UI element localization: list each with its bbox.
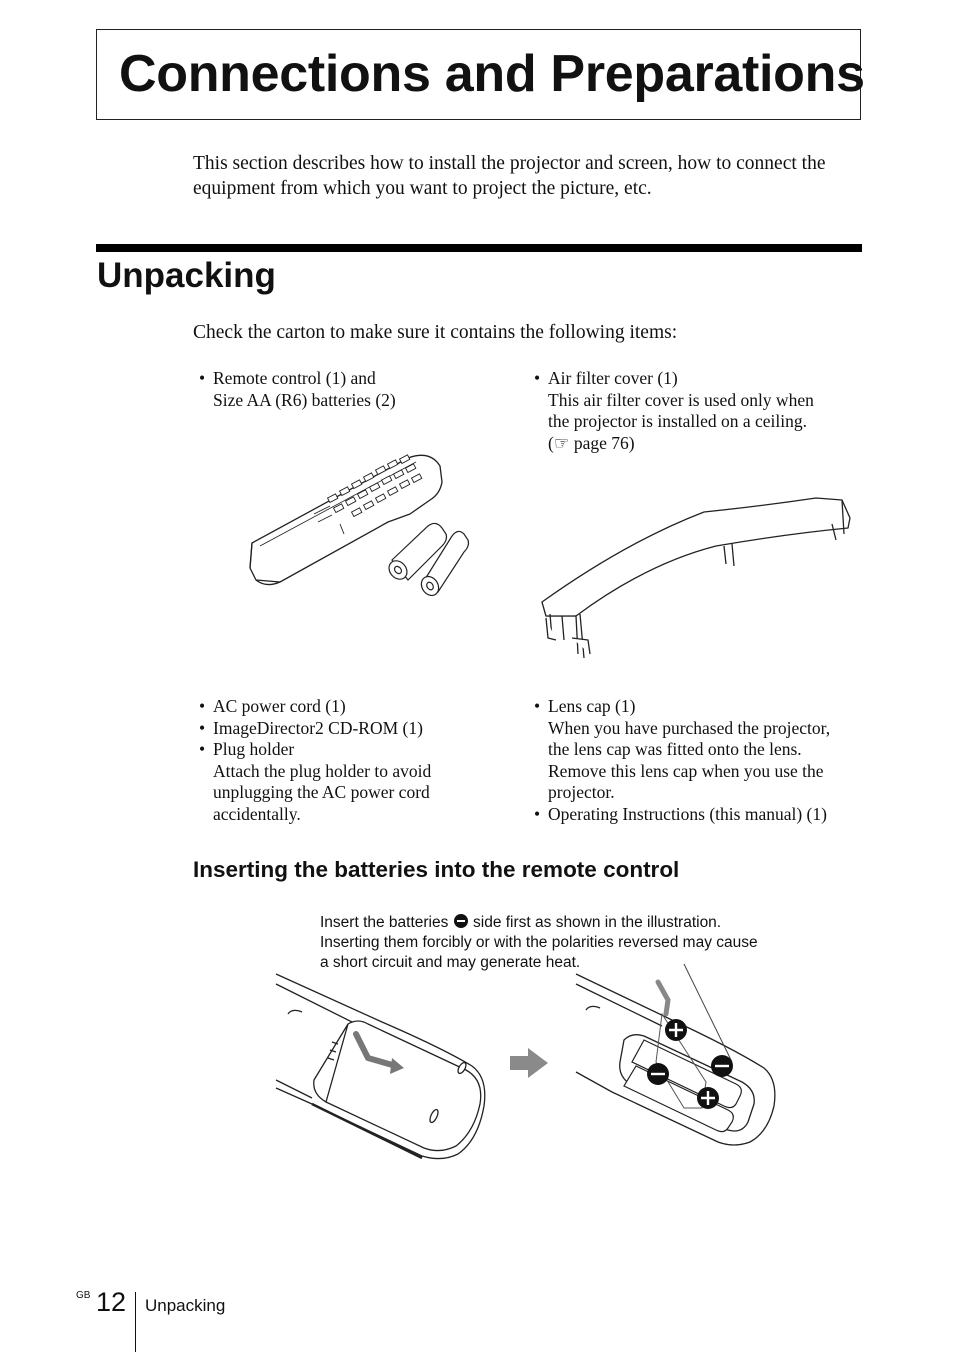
chapter-title-box xyxy=(96,29,865,120)
item-plug-holder-line3: unplugging the AC power cord xyxy=(213,782,430,803)
air-filter-cover-illustration xyxy=(536,494,854,670)
batteries-subheading: Inserting the batteries into the remote control xyxy=(193,857,680,882)
chapter-title: Connections and Preparations xyxy=(119,45,865,103)
section-title: Unpacking xyxy=(97,256,276,295)
footer-section-label: Unpacking xyxy=(145,1296,226,1315)
bullet: • xyxy=(199,368,206,388)
item-plug-holder-line1: Plug holder xyxy=(213,739,295,760)
intro-paragraph: This section describes how to install the projector and screen, how to connect the equipment from which you want to project the picture, etc. xyxy=(193,153,826,199)
item-plug-holder-line4: accidentally. xyxy=(213,803,301,824)
batteries-note-line2: Inserting them forcibly or with the polarities reversed may cause xyxy=(320,934,758,951)
plus-terminal-icon xyxy=(665,1019,687,1041)
bullet: • xyxy=(199,717,206,738)
right-arrow-icon xyxy=(508,1046,550,1080)
footer-divider xyxy=(135,1292,136,1352)
item-remote-control xyxy=(199,368,396,411)
minus-terminal-icon-left xyxy=(647,1063,669,1085)
item-lens-cap-line4: Remove this lens cap when you use the xyxy=(548,760,824,781)
item-lens-cap-line3: the lens cap was fitted onto the lens. xyxy=(548,739,802,760)
item-plug-holder xyxy=(199,739,431,825)
item-cdrom-text: ImageDirector2 CD-ROM (1) xyxy=(213,717,423,738)
bullet: • xyxy=(534,803,541,824)
item-lens-cap-line2: When you have purchased the projector, xyxy=(548,717,831,738)
item-plug-holder-line2: Attach the plug holder to avoid xyxy=(213,760,432,781)
bullet: • xyxy=(199,696,206,716)
check-carton-text: Check the carton to make sure it contains the following items: xyxy=(193,322,678,343)
item-air-filter-line3: the projector is installed on a ceiling. xyxy=(548,411,808,432)
item-air-filter-page-ref: (☞ page 76) xyxy=(548,432,635,453)
item-remote-line1: Remote control (1) and xyxy=(213,368,376,388)
item-ac-power-cord-text: AC power cord (1) xyxy=(213,696,346,716)
remote-batteries-illustration xyxy=(240,448,480,596)
minus-terminal-icon xyxy=(454,914,468,928)
batteries-note-line3: a short circuit and may generate heat. xyxy=(320,954,581,971)
note-text-a: Insert the batteries xyxy=(320,914,449,931)
battery-compartment-illustration xyxy=(572,962,780,1152)
item-lens-cap xyxy=(534,696,830,804)
bullet: • xyxy=(199,739,206,760)
items-right-column xyxy=(534,696,830,826)
batteries-note-line1 xyxy=(320,913,758,933)
item-lens-cap-line1: Lens cap (1) xyxy=(548,696,636,716)
item-remote-line2: Size AA (R6) batteries (2) xyxy=(213,389,396,410)
footer-region-code: GB xyxy=(76,1290,91,1301)
item-air-filter-line1: Air filter cover (1) xyxy=(548,368,678,388)
items-left-column xyxy=(199,696,431,826)
item-air-filter-cover xyxy=(534,368,814,454)
item-operating-instructions-text: Operating Instructions (this manual) (1) xyxy=(548,803,827,824)
item-ac-power-cord xyxy=(199,696,431,718)
bullet: • xyxy=(534,368,541,388)
item-air-filter-line2: This air filter cover is used only when xyxy=(548,389,814,410)
open-battery-lid-illustration xyxy=(272,970,494,1166)
plus-terminal-icon-bottom xyxy=(697,1087,719,1109)
page-number: 12 xyxy=(96,1287,127,1317)
section-rule xyxy=(96,244,862,252)
bullet: • xyxy=(534,696,541,716)
minus-terminal-icon-right xyxy=(711,1055,733,1077)
note-text-b: side first as shown in the illustration. xyxy=(473,914,722,931)
item-operating-instructions xyxy=(534,804,830,826)
item-lens-cap-line5: projector. xyxy=(548,782,615,803)
item-cdrom xyxy=(199,718,431,740)
